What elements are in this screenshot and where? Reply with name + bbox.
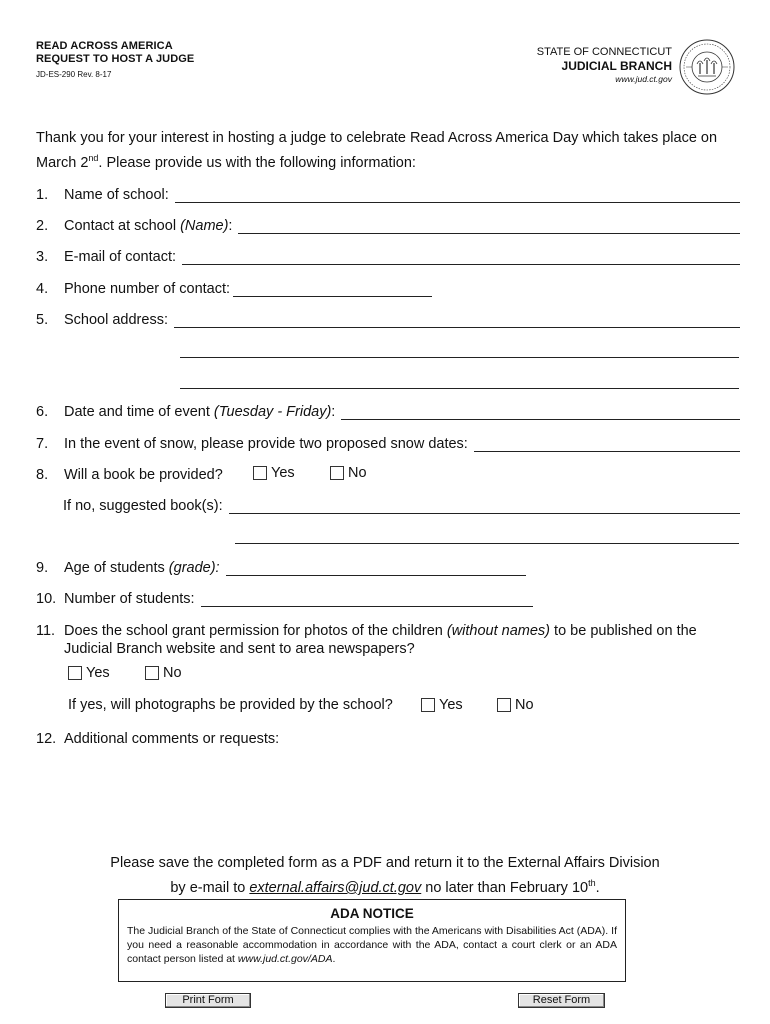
question-event-date (36, 400, 740, 420)
state-seal-icon (678, 38, 736, 96)
question-photo-permission (36, 622, 740, 658)
label-text: Does the school grant permission for photos of the children (64, 623, 447, 639)
question-label: If yes, will photographs be provided by the school? (68, 697, 393, 713)
intro-paragraph (36, 128, 736, 173)
photo-permission-yes-checkbox[interactable] (68, 666, 82, 680)
question-student-count (36, 587, 740, 607)
question-number: 12. (36, 731, 57, 747)
question-label (64, 218, 232, 234)
form-header (36, 40, 194, 80)
book-no-checkbox[interactable] (330, 466, 344, 480)
label-text: Date and time of event (64, 404, 214, 420)
email-link[interactable]: external.affairs@jud.ct.gov (249, 879, 422, 896)
photos-provided-yes-checkbox[interactable] (421, 698, 435, 712)
option-label: No (515, 697, 534, 713)
label-italic: (grade): (168, 560, 220, 576)
agency-branch: JUDICIAL BRANCH (561, 59, 672, 73)
school-address-field-line1[interactable] (174, 312, 740, 328)
photos-provided-yes-option[interactable] (421, 697, 463, 713)
question-label: School address: (64, 312, 168, 328)
question-school-name (36, 183, 740, 203)
question-number: 11. (36, 623, 56, 639)
question-label: Number of students: (64, 591, 195, 607)
label-italic: (without names) (446, 623, 551, 639)
snow-dates-field[interactable] (474, 436, 740, 452)
ada-notice-title: ADA NOTICE (330, 906, 414, 921)
agency-block (537, 46, 672, 85)
intro-text: Thank you for your interest in hosting a judge to celebrate Read Across America Day which takes place on March 2 (36, 130, 718, 171)
form-code: JD-ES-290 Rev. 8-17 (36, 70, 112, 79)
option-label: Yes (86, 665, 110, 681)
photo-permission-no-option[interactable] (145, 665, 182, 681)
question-number: 2. (36, 218, 49, 234)
question-label: If no, suggested book(s): (63, 498, 223, 514)
photo-permission-no-checkbox[interactable] (145, 666, 159, 680)
question-label (64, 404, 335, 420)
label-text-end: to be published on the Judicial Branch website and sent to area newspapers? (64, 623, 697, 657)
intro-text-end: . Please provide us with the following information: (98, 154, 416, 171)
question-number: 1. (36, 187, 49, 203)
question-label: Additional comments or requests: (64, 731, 280, 747)
question-student-age (36, 556, 740, 576)
ada-text-end: . (332, 953, 336, 965)
instructions-sup: th (588, 878, 596, 888)
option-label: Yes (271, 465, 295, 481)
question-label (64, 622, 740, 658)
ada-link[interactable]: www.jud.ct.gov/ADA (237, 953, 333, 965)
option-label: No (163, 665, 182, 681)
question-contact-email (36, 245, 740, 265)
question-book-provided (36, 463, 740, 483)
agency-state: STATE OF CONNECTICUT (536, 46, 672, 58)
question-contact-phone (36, 277, 740, 297)
school-name-field[interactable] (175, 187, 740, 203)
book-yes-option[interactable] (253, 465, 295, 481)
label-end: : (228, 218, 233, 234)
option-label: Yes (439, 697, 463, 713)
reset-form-button[interactable]: Reset Form (518, 993, 605, 1008)
contact-name-field[interactable] (238, 218, 740, 234)
ada-notice-body (127, 924, 617, 966)
option-label: No (348, 465, 367, 481)
question-label: E-mail of contact: (64, 249, 177, 265)
photos-provided-question (68, 697, 393, 713)
return-instructions (0, 853, 770, 898)
question-school-address (36, 308, 740, 328)
question-additional-comments (36, 727, 740, 747)
question-label: Name of school: (64, 187, 169, 203)
question-number: 3. (36, 249, 49, 265)
photos-provided-no-checkbox[interactable] (497, 698, 511, 712)
instructions-text: by e-mail to (170, 879, 250, 896)
question-number: 5. (36, 312, 49, 328)
form-title: READ ACROSS AMERICA (36, 40, 173, 52)
school-address-field-line3[interactable] (180, 387, 739, 389)
contact-phone-field[interactable] (233, 281, 432, 297)
question-number: 4. (36, 281, 49, 297)
agency-website: www.jud.ct.gov (615, 74, 672, 84)
suggested-books-field-line2[interactable] (235, 542, 739, 544)
form-subtitle: REQUEST TO HOST A JUDGE (36, 53, 195, 65)
label-italic: (Name) (180, 218, 229, 234)
label-end: : (331, 404, 336, 420)
question-number: 8. (36, 467, 49, 483)
print-form-button[interactable]: Print Form (165, 993, 251, 1008)
question-number: 7. (36, 436, 49, 452)
suggested-books-field-line1[interactable] (229, 498, 740, 514)
student-age-field[interactable] (226, 560, 526, 576)
ada-text: The Judicial Branch of the State of Connecticut complies with the Americans with Disabilities Act (ADA). If you need a reasonable accommodation in accordance with the ADA, contact a court clerk or an ADA contact person listed at (127, 925, 617, 965)
photo-permission-yes-option[interactable] (68, 665, 110, 681)
book-no-option[interactable] (330, 465, 367, 481)
question-label: Phone number of contact: (64, 281, 231, 297)
question-label: In the event of snow, please provide two proposed snow dates: (64, 436, 468, 452)
book-yes-checkbox[interactable] (253, 466, 267, 480)
question-number: 9. (36, 560, 49, 576)
label-text: Contact at school (64, 218, 181, 234)
event-date-field[interactable] (341, 404, 740, 420)
student-count-field[interactable] (201, 591, 533, 607)
instructions-line1: Please save the completed form as a PDF and return it to the External Affairs Division (110, 855, 660, 871)
question-suggested-books (63, 494, 740, 514)
intro-sup: nd (88, 153, 99, 163)
question-contact-name (36, 214, 740, 234)
label-text: Age of students (64, 560, 169, 576)
photos-provided-no-option[interactable] (497, 697, 534, 713)
instructions-line2 (0, 873, 770, 898)
ada-notice-box (118, 899, 626, 982)
question-number: 10. (36, 591, 57, 607)
instructions-period: . (595, 879, 600, 896)
question-label (64, 560, 220, 576)
label-italic: (Tuesday - Friday) (213, 404, 332, 420)
instructions-text-end: no later than February 10 (421, 879, 589, 896)
additional-comments-area[interactable] (64, 752, 740, 842)
question-label: Will a book be provided? (64, 467, 223, 483)
school-address-field-line2[interactable] (180, 356, 739, 358)
question-snow-dates (36, 432, 740, 452)
contact-email-field[interactable] (182, 249, 740, 265)
question-number: 6. (36, 404, 49, 420)
